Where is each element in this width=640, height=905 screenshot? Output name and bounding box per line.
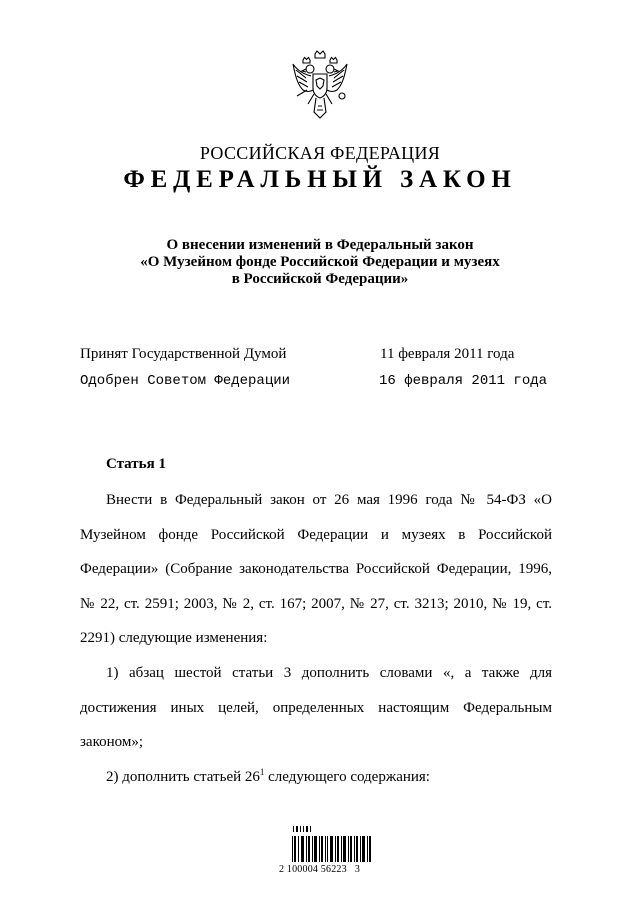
paragraph-text: следующего содержания: (264, 768, 430, 785)
law-title-line: в Российской Федерации» (231, 271, 409, 287)
article-paragraph (80, 760, 552, 795)
barcode-number: 2 100004 56223 3 (279, 864, 361, 875)
article-body (80, 483, 552, 794)
article-paragraph: 1) абзац шестой статьи 3 дополнить словами «, а также для достижения иных целей, определенных настоящим Федеральным законом»; (80, 664, 552, 751)
law-title (0, 237, 640, 288)
adopted-by: Принят Государственной Думой (80, 346, 287, 362)
coat-of-arms-icon (289, 50, 351, 122)
law-title-line: О внесении изменений в Федеральный закон (166, 237, 474, 253)
article-number-superscript: 1 (259, 766, 265, 777)
approved-by: Одобрен Советом Федерации (80, 373, 291, 389)
paragraph-text: 2) дополнить статьей 26 (106, 768, 260, 785)
law-title-line: «О Музейном фонде Российской Федерации и музеях (140, 254, 500, 270)
article-heading: Статья 1 (106, 456, 166, 472)
law-type-heading: ФЕДЕРАЛЬНЫЙ ЗАКОН (123, 166, 517, 193)
article-paragraph: Внести в Федеральный закон от 26 мая 1996 года № 54-ФЗ «О Музейном фонде Российской Федерации и музеях в Российской Федерации» (Собрание законодательства Российской Федерации, 1996, № 22, ст. 2591; 2003, № 2, ст. 167; 2007, № 27, ст. 3213; 2010, № 19, ст. 2291) следующие изменения: (80, 492, 552, 647)
adoption-date: 11 февраля 2011 года (380, 346, 515, 362)
approval-date: 16 февраля 2011 года (379, 373, 548, 389)
country-name: РОССИЙСКАЯ ФЕДЕРАЦИЯ (199, 143, 441, 163)
